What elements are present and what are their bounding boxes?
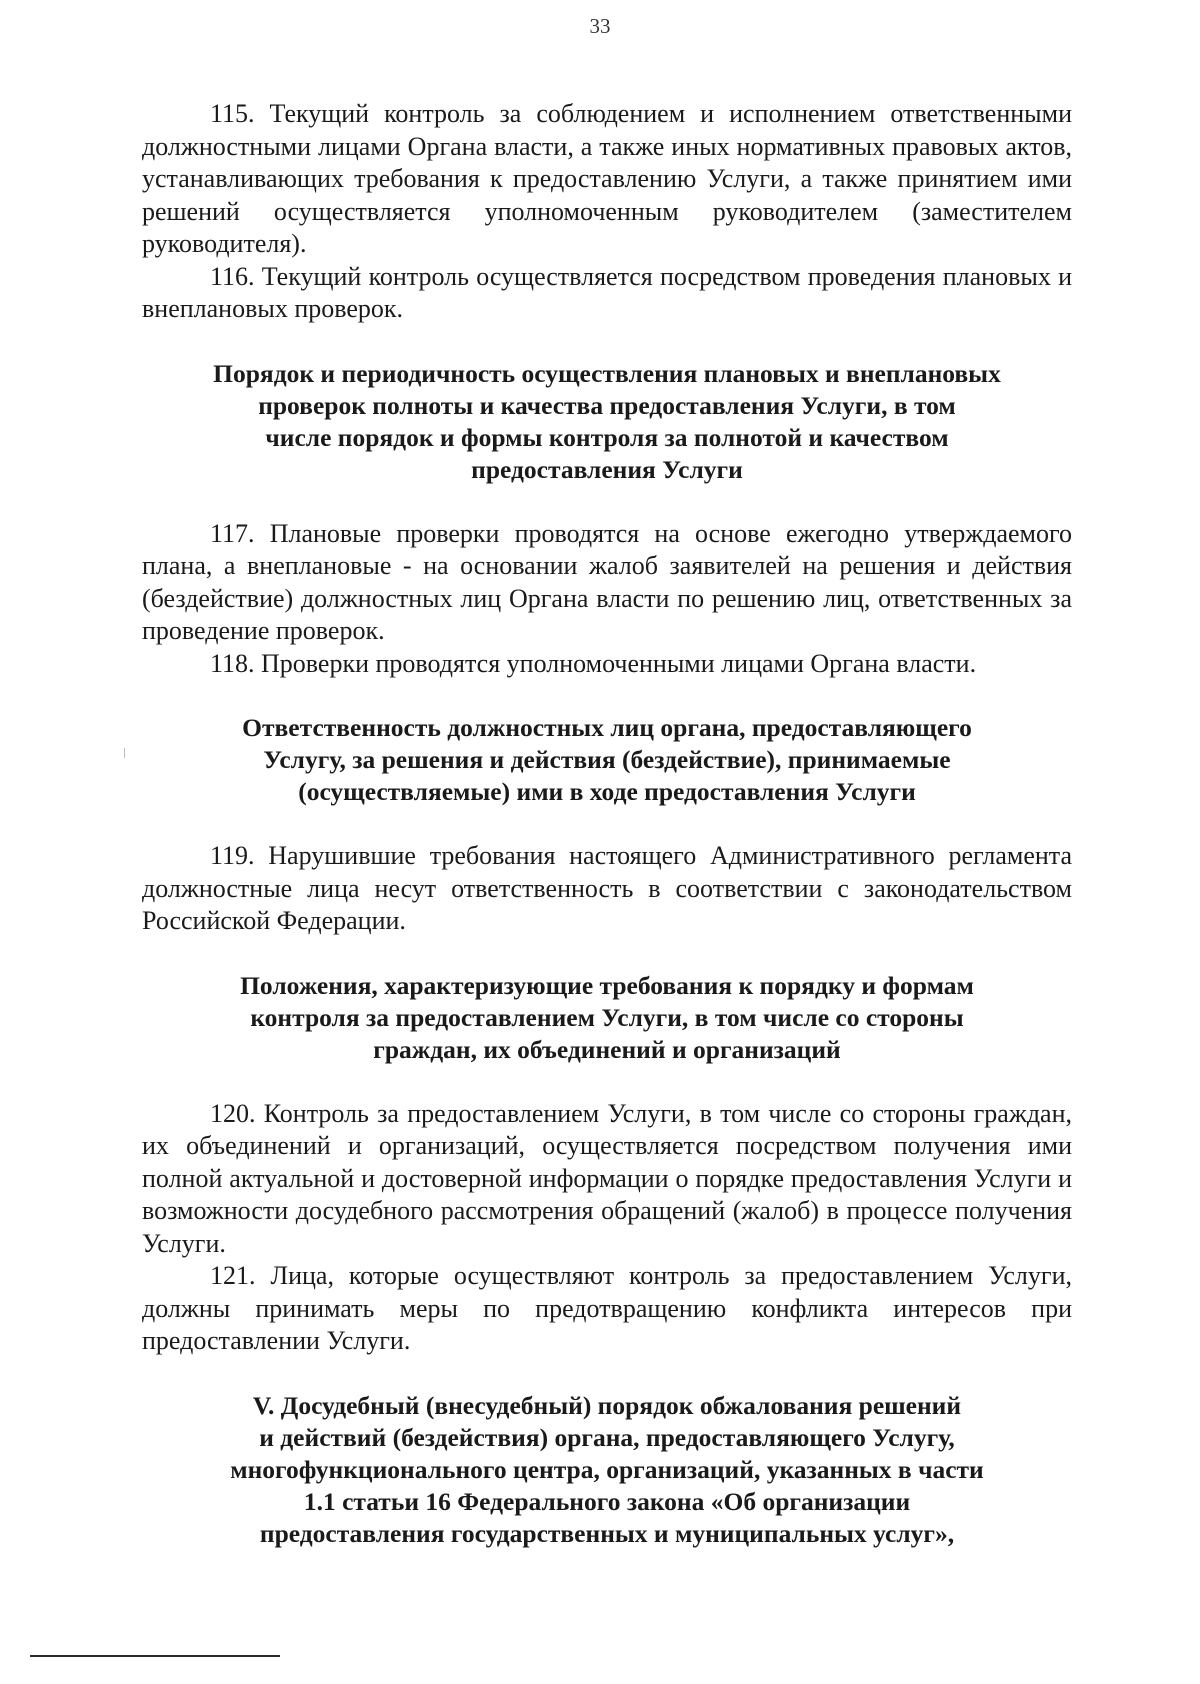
heading-line: Положения, характеризующие требования к порядку и формам xyxy=(240,970,974,1000)
document-body xyxy=(142,98,1072,1550)
heading-line: числе порядок и формы контроля за полнотой и качеством xyxy=(265,422,949,452)
heading-section-v xyxy=(182,1390,1032,1550)
heading-line: предоставления государственных и муниципальных услуг», xyxy=(259,1518,955,1548)
heading-line: многофункционального центра, организаций, указанных в части xyxy=(230,1454,984,1484)
paragraph-116: 116. Текущий контроль осуществляется посредством проведения плановых и внеплановых проверок. xyxy=(142,261,1072,323)
heading-line: проверок полноты и качества предоставления Услуги, в том xyxy=(258,390,956,420)
paragraph-120: 120. Контроль за предоставлением Услуги, в том числе со стороны граждан, их объединений и организаций, осуществляется посредством получения ими полной актуальной и достоверной информации о порядке предоставления Услуги и возможности досудебного рассмотрения обращений (жалоб) в процессе получения Услуги. xyxy=(142,1098,1072,1258)
footnote-separator-line xyxy=(30,1655,280,1657)
heading-line: граждан, их объединений и организаций xyxy=(373,1034,841,1064)
heading-line: Ответственность должностных лиц органа, предоставляющего xyxy=(242,713,972,742)
page-number: 33 xyxy=(589,14,611,38)
paragraph-117: 117. Плановые проверки проводятся на основе ежегодно утверждаемого плана, а внеплановые - на основании жалоб заявителей на решения и действия (бездействие) должностных лиц Органа власти по решению лиц, ответственных за проведение проверок. xyxy=(142,518,1072,645)
heading-line: предоставления Услуги xyxy=(471,454,743,484)
paragraph-115: 115. Текущий контроль за соблюдением и исполнением ответственными должностными лицами Органа власти, а также иных нормативных правовых актов, устанавливающих требования к предоставлению Услуги, а также принятием ими решений осуществляется уполномоченным руководителем (заместителем руководителя). xyxy=(142,99,1072,258)
paragraph-121: 121. Лица, которые осуществляют контроль за предоставлением Услуги, должны принимать меры по предотвращению конфликта интересов при предоставлении Услуги. xyxy=(142,1261,1072,1355)
paragraph-118: 118. Проверки проводятся уполномоченными лицами Органа власти. xyxy=(210,648,977,678)
heading-line: Порядок и периодичность осуществления плановых и внеплановых xyxy=(213,358,1001,388)
heading-line: контроля за предоставлением Услуги, в том числе со стороны xyxy=(250,1002,964,1032)
heading-line: (осуществляемые) ими в ходе предоставления Услуги xyxy=(298,777,916,806)
heading-line: V. Досудебный (внесудебный) порядок обжалования решений xyxy=(252,1390,962,1420)
heading-officials-responsibility xyxy=(182,712,1032,808)
heading-line: и действий (бездействия) органа, предоставляющего Услугу, xyxy=(259,1422,955,1452)
heading-line: Услугу, за решения и действия (бездействие), принимаемые xyxy=(263,745,951,774)
heading-inspections-procedure xyxy=(182,358,1032,486)
heading-control-requirements xyxy=(182,970,1032,1066)
heading-line: 1.1 статьи 16 Федерального закона «Об организации xyxy=(303,1486,911,1516)
paragraph-119: 119. Нарушившие требования настоящего Административного регламента должностные лица несут ответственность в соответствии с законодательством Российской Федерации. xyxy=(142,841,1072,935)
scan-artifact xyxy=(124,748,125,758)
